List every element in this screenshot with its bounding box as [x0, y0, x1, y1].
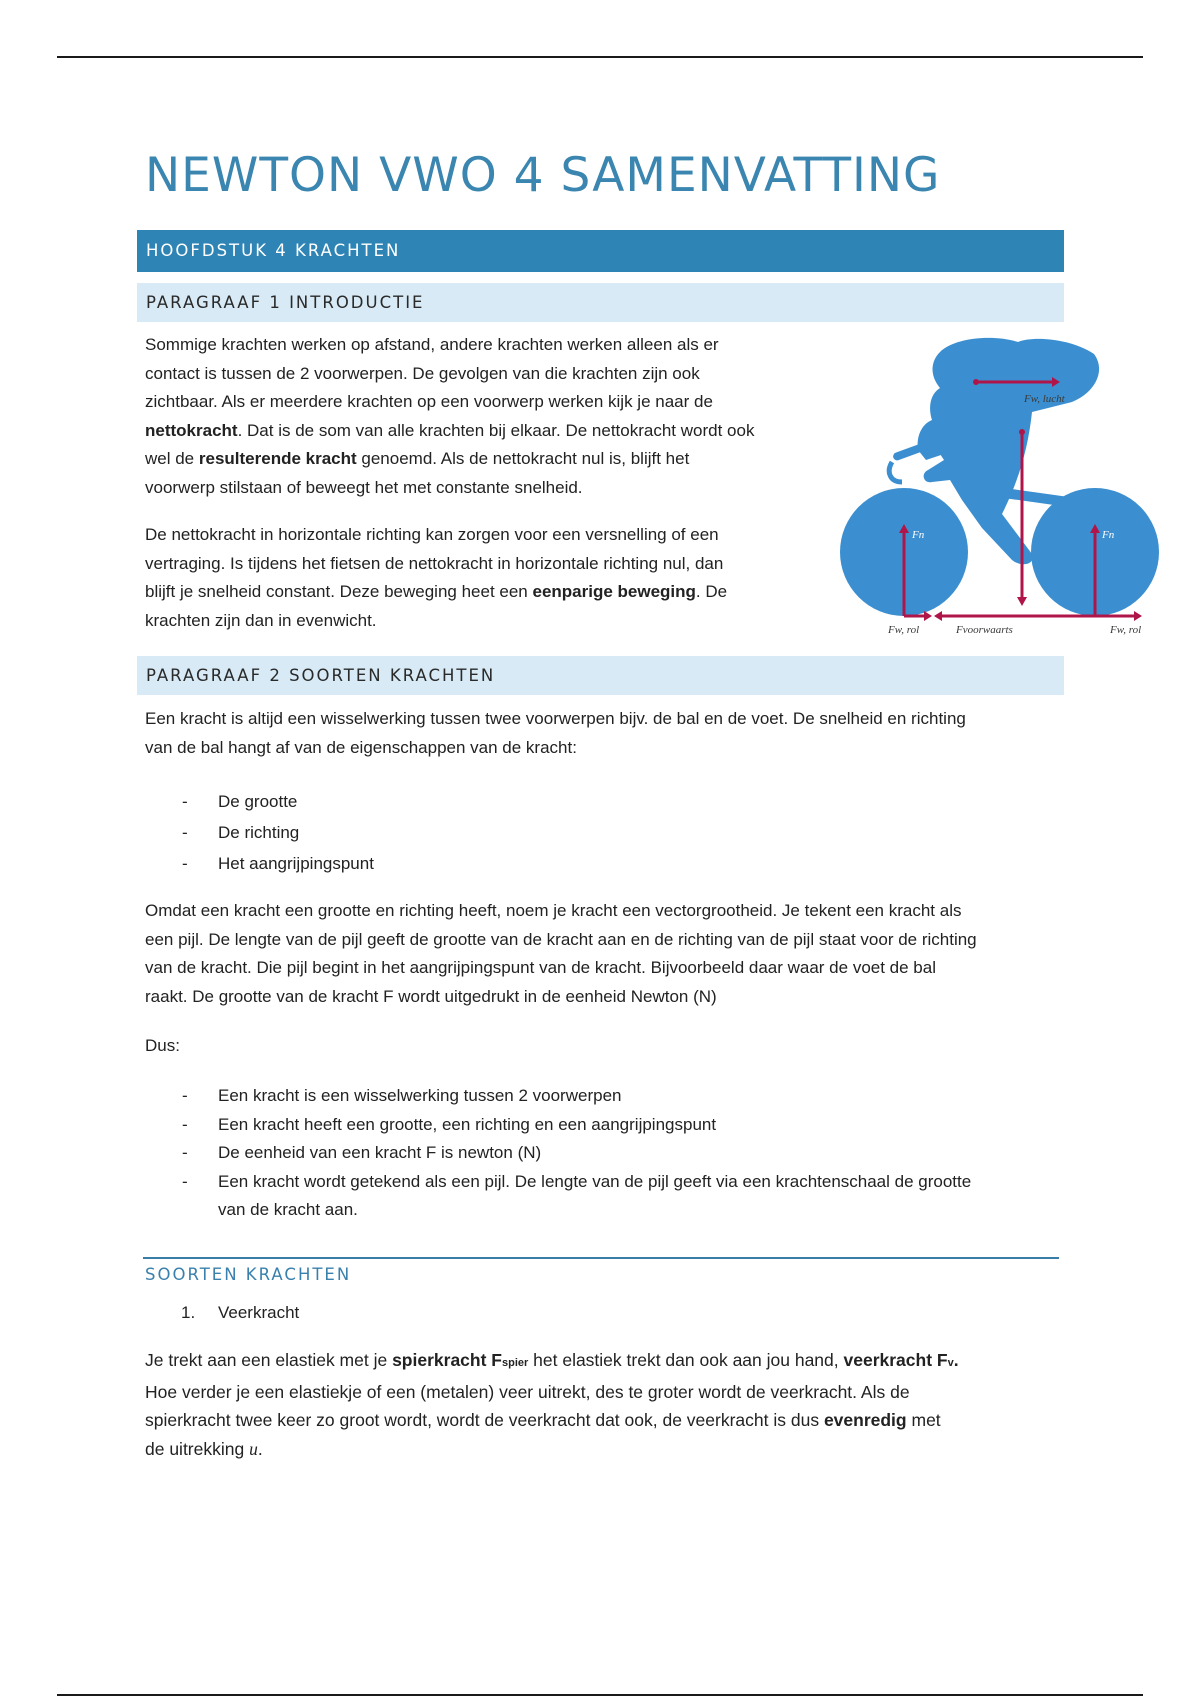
section1-heading: PARAGRAAF 1 INTRODUCTIE — [137, 283, 1064, 322]
section1-paragraph1: Sommige krachten werken op afstand, andere krachten werken alleen als er contact is tussen de 2 voorwerpen. De gevolgen van die krachten zijn ook zichtbaar. Als er meerdere krachten op een voorwerp werken kijk je naar de nettokracht. Dat is de som van alle krachten bij elkaar. De nettokracht wordt ook wel de resulterende kracht genoemd. Als de nettokracht nul is, blijft het voorwerp stilstaan of beweegt het met constante snelheid. — [145, 335, 755, 497]
properties-list — [145, 786, 374, 879]
veerkracht-paragraph: Je trekt aan een elastiek met je spierkracht Fspier het elastiek trekt dan ook aan jou hand, veerkracht Fv. Hoe verder je een elastiekje of een (metalen) veer uitrekt, des te groter wordt de veerkracht. Als de spierkracht twee keer zo groot wordt, wordt de veerkracht dat ook, de veerkracht is dus evenredig met de uitrekking u. — [145, 1350, 959, 1459]
cyclist-force-diagram — [832, 332, 1162, 644]
label-f-z: Fz — [1030, 597, 1041, 609]
list-item: - Het aangrijpingspunt — [182, 854, 374, 873]
soorten-krachten-heading: SOORTEN KRACHTEN — [145, 1265, 352, 1284]
cyclist-silhouette — [840, 338, 1159, 616]
chapter-heading: HOOFDSTUK 4 KRACHTEN — [137, 230, 1064, 272]
bottom-rule — [57, 1694, 1143, 1696]
page-title: NEWTON VWO 4 SAMENVATTING — [145, 148, 941, 203]
section1-paragraph2: De nettokracht in horizontale richting kan zorgen voor een versnelling of een vertraging. Is tijdens het fietsen de nettokracht in horizontale richting nul, dan blijft je snelheid constant. Deze beweging heet een eenparige beweging. De krachten zijn dan in evenwicht. — [145, 525, 728, 630]
label-f-w-lucht: Fw, lucht — [1024, 393, 1065, 405]
list-item: - De eenheid van een kracht F is newton (N) — [182, 1143, 542, 1162]
list-item: - De richting — [182, 823, 300, 842]
label-f-w-rol-front: Fw, rol — [888, 624, 920, 636]
dus-label: Dus: — [145, 1036, 180, 1055]
list-item: - Een kracht heeft een grootte, een richting en een aangrijpingspunt — [182, 1114, 717, 1134]
label-f-w-rol-rear: Fw, rol — [1110, 624, 1142, 636]
list-item: - De grootte — [182, 792, 298, 811]
item-label: Veerkracht — [218, 1303, 300, 1322]
summary-list — [145, 1082, 971, 1225]
section2-paragraph1: Een kracht is altijd een wisselwerking tussen twee voorwerpen bijv. de bal en de voet. De snelheid en richting van de bal hangt af van de eigenschappen van de kracht: — [145, 709, 966, 757]
section2-paragraph2: Omdat een kracht een grootte en richting heeft, noem je kracht een vectorgrootheid. Je tekent een kracht als een pijl. De lengte van de pijl geeft de grootte van de kracht aan en de richting van de pijl staat voor de richting van de kracht. Die pijl begint in het aangrijpingspunt van de kracht. Bijvoorbeeld daar waar de voet de bal raakt. De grootte van de kracht F wordt uitgedrukt in de eenheid Newton (N) — [145, 901, 977, 1006]
top-rule — [57, 56, 1143, 58]
section2-heading: PARAGRAAF 2 SOORTEN KRACHTEN — [137, 656, 1064, 695]
subsection-rule — [143, 1257, 1059, 1259]
list-item: - Een kracht is een wisselwerking tussen 2 voorwerpen — [182, 1086, 622, 1105]
list-item: - Een kracht wordt getekend als een pijl. De lengte van de pijl geeft via een krachtenschaal de grootte van de kracht aan. — [182, 1171, 972, 1219]
label-f-n-rear: Fn — [1102, 529, 1115, 541]
item-number: 1. — [181, 1303, 196, 1322]
handlebar-drop — [889, 462, 902, 482]
label-f-voorwaarts: Fvoorwaarts — [956, 624, 1013, 636]
label-f-n-front: Fn — [912, 529, 925, 541]
